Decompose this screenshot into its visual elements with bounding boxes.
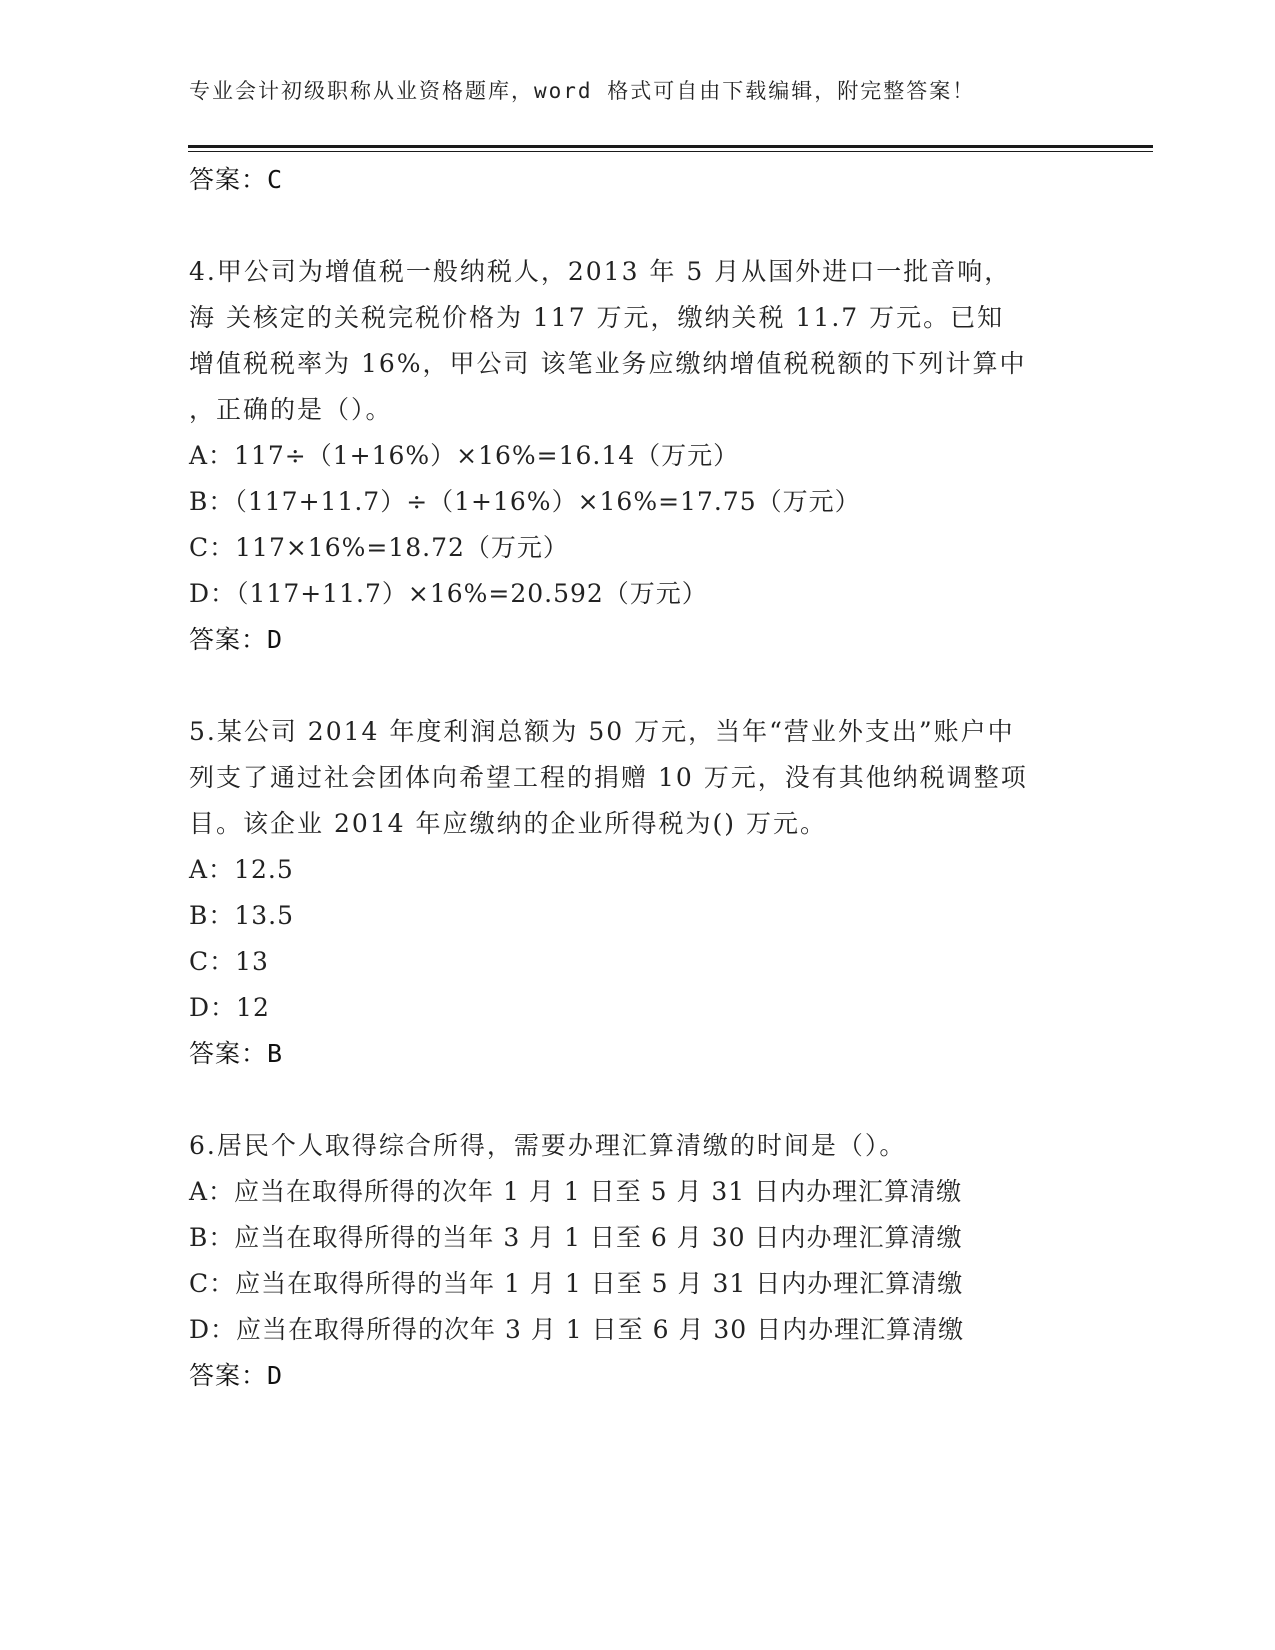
question-6 (189, 1123, 1089, 1399)
previous-answer: 答案：C (189, 165, 284, 194)
question-stem-line: 列支了通过社会团体向希望工程的捐赠 10 万元，没有其他纳税调整项 (189, 763, 1028, 792)
spacer (189, 663, 1089, 709)
spacer (189, 1077, 1089, 1123)
question-6-option-c: C：应当在取得所得的当年 1 月 1 日至 5 月 31 日内办理汇算清缴 (189, 1269, 964, 1298)
question-5-option-c: C：13 (189, 947, 269, 976)
question-stem-line: 6.居民个人取得综合所得，需要办理汇算清缴的时间是（）。 (189, 1131, 907, 1160)
question-stem-line: 4.甲公司为增值税一般纳税人，2013 年 5 月从国外进口一批音响， (189, 257, 1012, 286)
question-5-option-b: B：13.5 (189, 901, 295, 930)
question-4 (189, 249, 1089, 663)
question-4-stem (189, 249, 1089, 433)
question-content (189, 157, 1089, 1399)
question-4-option-c: C：117×16%=18.72（万元） (189, 533, 569, 562)
header-rule-thin (188, 151, 1153, 152)
page-header: 专业会计初级职称从业资格题库，word 格式可自由下载编辑，附完整答案！ (189, 79, 976, 103)
question-6-stem (189, 1123, 1089, 1169)
question-stem-line: 5.某公司 2014 年度利润总额为 50 万元，当年“营业外支出”账户中 (189, 717, 1015, 746)
header-rule-thick (188, 145, 1153, 148)
question-6-answer: 答案：D (189, 1361, 284, 1390)
question-5 (189, 709, 1089, 1077)
question-5-stem (189, 709, 1089, 847)
question-4-option-d: D：（117+11.7）×16%=20.592（万元） (189, 579, 708, 608)
question-5-option-d: D：12 (189, 993, 270, 1022)
question-stem-line: ，正确的是（）。 (189, 395, 393, 424)
question-6-option-d: D：应当在取得所得的次年 3 月 1 日至 6 月 30 日内办理汇算清缴 (189, 1315, 965, 1344)
spacer (189, 203, 1089, 249)
question-4-answer: 答案：D (189, 625, 284, 654)
question-6-option-b: B：应当在取得所得的当年 3 月 1 日至 6 月 30 日内办理汇算清缴 (189, 1223, 963, 1252)
question-5-option-a: A：12.5 (189, 855, 294, 884)
question-4-option-a: A：117÷（1+16%）×16%=16.14（万元） (189, 441, 740, 470)
question-stem-line: 目。该企业 2014 年应缴纳的企业所得税为() 万元。 (189, 809, 827, 838)
question-5-answer: 答案：B (189, 1039, 284, 1068)
question-6-option-a: A：应当在取得所得的次年 1 月 1 日至 5 月 31 日内办理汇算清缴 (189, 1177, 963, 1206)
question-stem-line: 增值税税率为 16%，甲公司 该笔业务应缴纳增值税税额的下列计算中 (189, 349, 1027, 378)
question-stem-line: 海 关核定的关税完税价格为 117 万元，缴纳关税 11.7 万元。已知 (189, 303, 1005, 332)
question-4-option-b: B：（117+11.7）÷（1+16%）×16%=17.75（万元） (189, 487, 861, 516)
